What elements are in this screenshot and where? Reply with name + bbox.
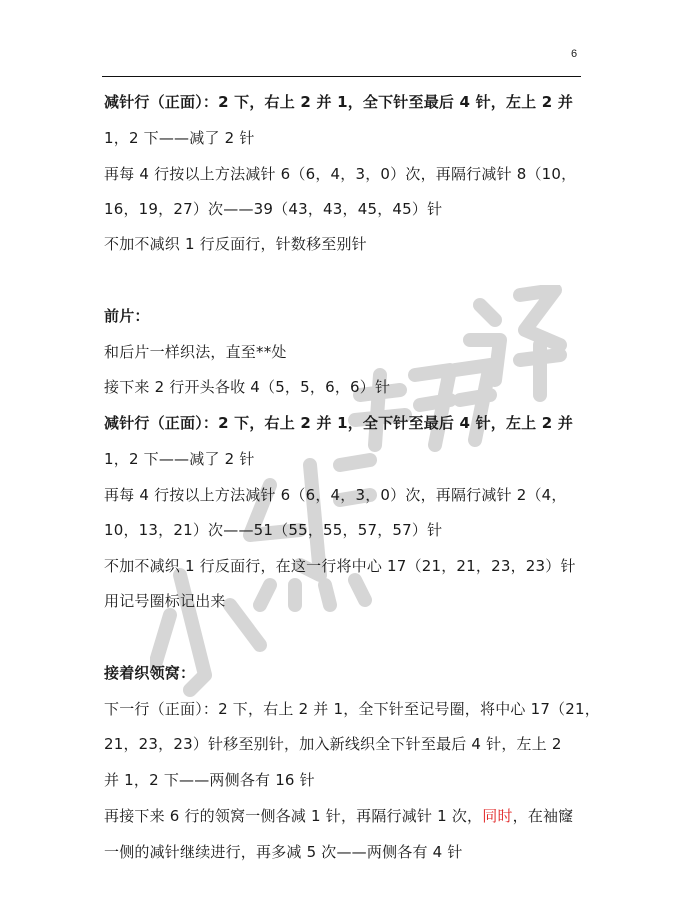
text-line: 1，2 下——减了 2 针 bbox=[104, 450, 255, 468]
section-heading: 前片： bbox=[104, 307, 150, 325]
text-line: 10，13，21）次——51（55，55，57，57）针 bbox=[104, 521, 443, 539]
text-line: 1，2 下——减了 2 针 bbox=[104, 129, 255, 147]
highlight-red-text: 同时 bbox=[482, 807, 513, 825]
text-segment: ，在袖窿 bbox=[512, 807, 574, 825]
header-rule bbox=[102, 76, 581, 77]
text-segment: 再接下来 6 行的领窝一侧各减 1 针，再隔行减针 1 次， bbox=[104, 807, 483, 825]
text-line: 16，19，27）次——39（43，43，45，45）针 bbox=[104, 200, 443, 218]
text-line: 和后片一样织法，直至**处 bbox=[104, 343, 287, 361]
text-line: 接下来 2 行开头各收 4（5，5，6，6）针 bbox=[104, 378, 391, 396]
text-line: 不加不减织 1 行反面行，针数移至别针 bbox=[104, 235, 367, 253]
text-line: 21，23，23）针移至别针，加入新线织全下针至最后 4 针，左上 2 bbox=[104, 735, 562, 753]
text-line: 下一行（正面）：2 下，右上 2 并 1，全下针至记号圈，将中心 17（21， bbox=[104, 700, 600, 718]
page-number: 6 bbox=[571, 48, 578, 60]
text-line: 减针行（正面）：2 下，右上 2 并 1，全下针至最后 4 针，左上 2 并 bbox=[104, 414, 574, 432]
text-line: 再每 4 行按以上方法减针 6（6，4，3，0）次，再隔行减针 2（4， bbox=[104, 486, 567, 504]
text-line: 用记号圈标记出来 bbox=[104, 592, 226, 610]
text-line: 减针行（正面）：2 下，右上 2 并 1，全下针至最后 4 针，左上 2 并 bbox=[104, 93, 574, 111]
text-line: 再每 4 行按以上方法减针 6（6，4，3，0）次，再隔行减针 8（10， bbox=[104, 165, 577, 183]
section-heading: 接着织领窝： bbox=[104, 664, 196, 682]
text-line: 并 1，2 下——两侧各有 16 针 bbox=[104, 771, 315, 789]
text-line: 不加不减织 1 行反面行，在这一行将中心 17（21，21，23，23）针 bbox=[104, 557, 576, 575]
text-line: 一侧的减针继续进行，再多减 5 次——两侧各有 4 针 bbox=[104, 843, 463, 861]
text-line bbox=[104, 806, 573, 826]
